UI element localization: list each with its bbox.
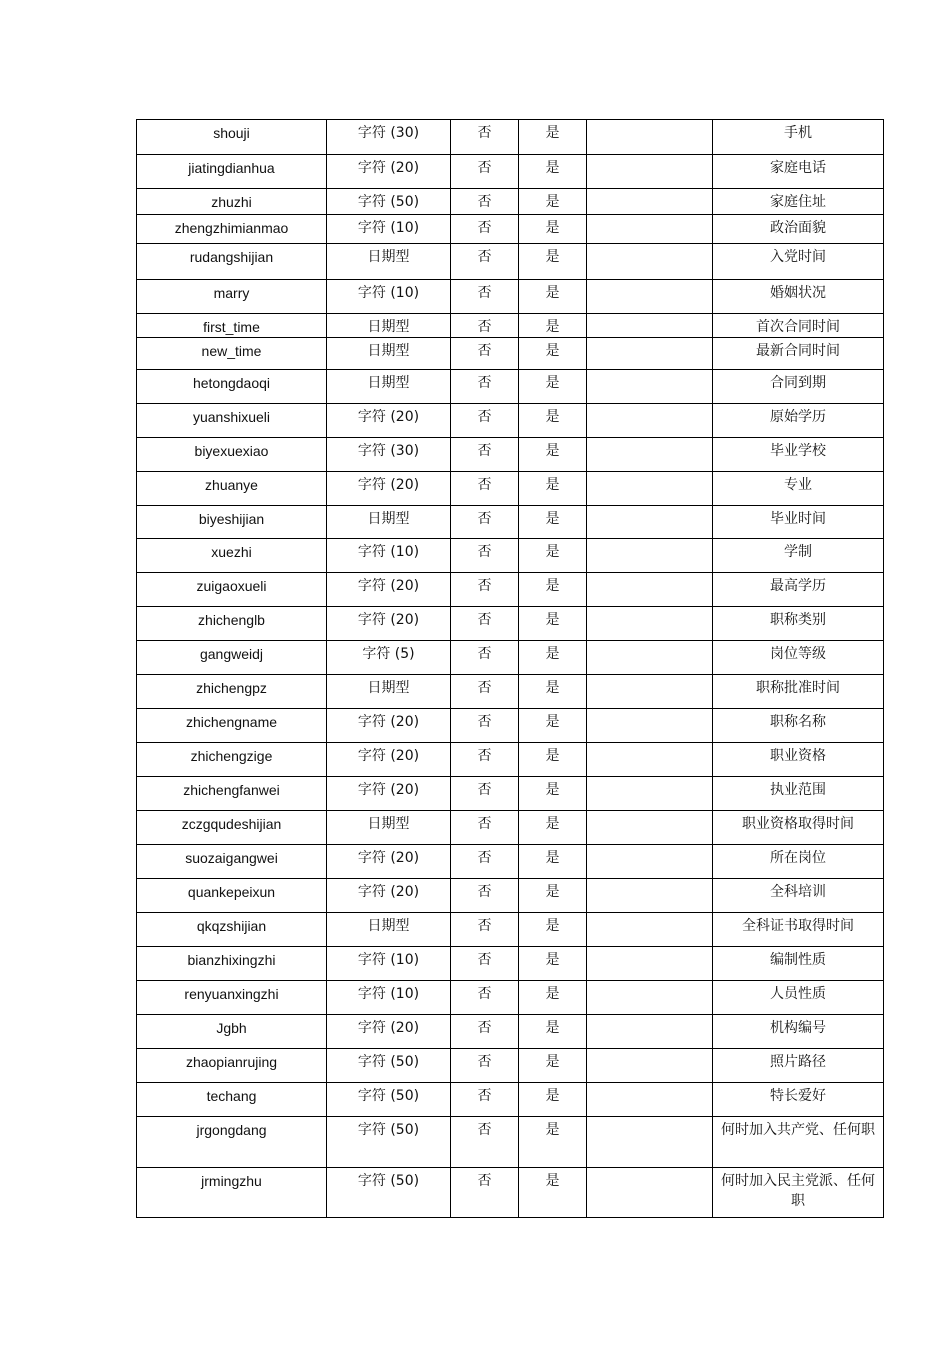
field-name-cell: rudangshijian <box>137 244 327 280</box>
field-flag-cell: 是 <box>519 879 587 913</box>
field-nullable-cell: 否 <box>451 438 519 472</box>
field-default-cell <box>587 709 713 743</box>
field-nullable-cell: 否 <box>451 1117 519 1168</box>
field-flag-cell: 是 <box>519 338 587 370</box>
field-name-cell: jrgongdang <box>137 1117 327 1168</box>
field-name-cell: quankepeixun <box>137 879 327 913</box>
field-default-cell <box>587 777 713 811</box>
field-default-cell <box>587 155 713 189</box>
field-description-cell: 全科培训 <box>713 879 884 913</box>
field-default-cell <box>587 1015 713 1049</box>
table-row <box>137 879 884 913</box>
field-type-cell: 字符 (10) <box>327 280 451 314</box>
field-nullable-cell: 否 <box>451 506 519 539</box>
field-type-cell: 字符 (20) <box>327 607 451 641</box>
field-description-cell: 所在岗位 <box>713 845 884 879</box>
field-nullable-cell: 否 <box>451 280 519 314</box>
field-nullable-cell: 否 <box>451 1015 519 1049</box>
field-nullable-cell: 否 <box>451 120 519 155</box>
field-name-cell: zuigaoxueli <box>137 573 327 607</box>
table-row <box>137 1015 884 1049</box>
field-description-cell: 机构编号 <box>713 1015 884 1049</box>
table-row <box>137 607 884 641</box>
field-flag-cell: 是 <box>519 947 587 981</box>
table-row <box>137 189 884 215</box>
field-type-cell: 字符 (20) <box>327 879 451 913</box>
field-default-cell <box>587 506 713 539</box>
field-default-cell <box>587 1049 713 1083</box>
field-description-cell: 执业范围 <box>713 777 884 811</box>
field-description-cell: 合同到期 <box>713 370 884 404</box>
field-type-cell: 字符 (10) <box>327 981 451 1015</box>
field-default-cell <box>587 215 713 244</box>
field-name-cell: suozaigangwei <box>137 845 327 879</box>
field-nullable-cell: 否 <box>451 1049 519 1083</box>
field-nullable-cell: 否 <box>451 189 519 215</box>
field-default-cell <box>587 913 713 947</box>
field-description-cell: 何时加入民主党派、任何职 <box>713 1168 884 1218</box>
field-flag-cell: 是 <box>519 120 587 155</box>
field-flag-cell: 是 <box>519 189 587 215</box>
field-default-cell <box>587 1117 713 1168</box>
table-row <box>137 573 884 607</box>
field-name-cell: gangweidj <box>137 641 327 675</box>
field-type-cell: 字符 (30) <box>327 120 451 155</box>
field-nullable-cell: 否 <box>451 947 519 981</box>
field-nullable-cell: 否 <box>451 1168 519 1218</box>
field-type-cell: 日期型 <box>327 506 451 539</box>
field-nullable-cell: 否 <box>451 370 519 404</box>
field-default-cell <box>587 879 713 913</box>
field-flag-cell: 是 <box>519 244 587 280</box>
field-default-cell <box>587 743 713 777</box>
field-type-cell: 字符 (50) <box>327 1168 451 1218</box>
field-type-cell: 字符 (20) <box>327 777 451 811</box>
field-name-cell: zhaopianrujing <box>137 1049 327 1083</box>
field-type-cell: 字符 (20) <box>327 743 451 777</box>
field-name-cell: shouji <box>137 120 327 155</box>
table-row <box>137 947 884 981</box>
table-row <box>137 438 884 472</box>
field-nullable-cell: 否 <box>451 709 519 743</box>
table-row <box>137 1049 884 1083</box>
table-row <box>137 1083 884 1117</box>
field-nullable-cell: 否 <box>451 472 519 506</box>
table-row <box>137 404 884 438</box>
table-row <box>137 1117 884 1168</box>
table-row <box>137 777 884 811</box>
table-row <box>137 120 884 155</box>
field-default-cell <box>587 981 713 1015</box>
field-default-cell <box>587 120 713 155</box>
field-nullable-cell: 否 <box>451 338 519 370</box>
table-row <box>137 539 884 573</box>
field-description-cell: 职称批准时间 <box>713 675 884 709</box>
field-type-cell: 日期型 <box>327 913 451 947</box>
field-default-cell <box>587 438 713 472</box>
field-flag-cell: 是 <box>519 811 587 845</box>
field-description-cell: 最新合同时间 <box>713 338 884 370</box>
field-name-cell: zhichengfanwei <box>137 777 327 811</box>
field-flag-cell: 是 <box>519 1049 587 1083</box>
field-flag-cell: 是 <box>519 472 587 506</box>
table-row <box>137 675 884 709</box>
field-flag-cell: 是 <box>519 1117 587 1168</box>
table-row <box>137 641 884 675</box>
field-type-cell: 字符 (20) <box>327 155 451 189</box>
field-default-cell <box>587 573 713 607</box>
field-type-cell: 字符 (5) <box>327 641 451 675</box>
field-description-cell: 编制性质 <box>713 947 884 981</box>
field-default-cell <box>587 641 713 675</box>
field-name-cell: zhichengname <box>137 709 327 743</box>
field-name-cell: renyuanxingzhi <box>137 981 327 1015</box>
field-flag-cell: 是 <box>519 743 587 777</box>
field-type-cell: 日期型 <box>327 811 451 845</box>
table-row <box>137 709 884 743</box>
table-row <box>137 280 884 314</box>
field-flag-cell: 是 <box>519 607 587 641</box>
field-flag-cell: 是 <box>519 913 587 947</box>
field-name-cell: hetongdaoqi <box>137 370 327 404</box>
field-name-cell: zhuzhi <box>137 189 327 215</box>
table-row <box>137 913 884 947</box>
field-description-cell: 特长爱好 <box>713 1083 884 1117</box>
table-row <box>137 472 884 506</box>
field-flag-cell: 是 <box>519 1015 587 1049</box>
field-description-cell: 入党时间 <box>713 244 884 280</box>
field-default-cell <box>587 404 713 438</box>
field-name-cell: new_time <box>137 338 327 370</box>
field-nullable-cell: 否 <box>451 879 519 913</box>
table-row <box>137 370 884 404</box>
table-row <box>137 845 884 879</box>
field-nullable-cell: 否 <box>451 777 519 811</box>
table-body <box>137 120 884 1218</box>
field-default-cell <box>587 370 713 404</box>
field-description-cell: 全科证书取得时间 <box>713 913 884 947</box>
field-name-cell: biyeshijian <box>137 506 327 539</box>
field-nullable-cell: 否 <box>451 539 519 573</box>
field-name-cell: bianzhixingzhi <box>137 947 327 981</box>
table-row <box>137 506 884 539</box>
field-description-cell: 专业 <box>713 472 884 506</box>
field-name-cell: Jgbh <box>137 1015 327 1049</box>
field-default-cell <box>587 280 713 314</box>
field-nullable-cell: 否 <box>451 981 519 1015</box>
field-type-cell: 字符 (20) <box>327 1015 451 1049</box>
field-description-cell: 手机 <box>713 120 884 155</box>
field-description-cell: 最高学历 <box>713 573 884 607</box>
table-row <box>137 314 884 338</box>
field-definition-table <box>136 119 884 1218</box>
field-nullable-cell: 否 <box>451 244 519 280</box>
table-row <box>137 1168 884 1218</box>
field-name-cell: first_time <box>137 314 327 338</box>
field-name-cell: marry <box>137 280 327 314</box>
field-type-cell: 日期型 <box>327 370 451 404</box>
field-name-cell: yuanshixueli <box>137 404 327 438</box>
field-description-cell: 职称名称 <box>713 709 884 743</box>
field-flag-cell: 是 <box>519 404 587 438</box>
field-nullable-cell: 否 <box>451 573 519 607</box>
field-type-cell: 字符 (50) <box>327 1083 451 1117</box>
field-nullable-cell: 否 <box>451 641 519 675</box>
field-nullable-cell: 否 <box>451 913 519 947</box>
field-type-cell: 字符 (20) <box>327 472 451 506</box>
field-type-cell: 字符 (50) <box>327 1117 451 1168</box>
field-default-cell <box>587 472 713 506</box>
field-type-cell: 字符 (20) <box>327 573 451 607</box>
field-name-cell: zhichengpz <box>137 675 327 709</box>
field-name-cell: jrmingzhu <box>137 1168 327 1218</box>
field-flag-cell: 是 <box>519 1083 587 1117</box>
field-type-cell: 日期型 <box>327 338 451 370</box>
field-flag-cell: 是 <box>519 539 587 573</box>
field-flag-cell: 是 <box>519 845 587 879</box>
field-description-cell: 首次合同时间 <box>713 314 884 338</box>
field-default-cell <box>587 607 713 641</box>
field-name-cell: zhichengzige <box>137 743 327 777</box>
field-description-cell: 何时加入共产党、任何职 <box>713 1117 884 1168</box>
field-description-cell: 婚姻状况 <box>713 280 884 314</box>
field-flag-cell: 是 <box>519 506 587 539</box>
field-nullable-cell: 否 <box>451 155 519 189</box>
field-name-cell: zhuanye <box>137 472 327 506</box>
field-nullable-cell: 否 <box>451 743 519 777</box>
field-description-cell: 家庭电话 <box>713 155 884 189</box>
field-default-cell <box>587 845 713 879</box>
field-default-cell <box>587 314 713 338</box>
field-flag-cell: 是 <box>519 155 587 189</box>
field-nullable-cell: 否 <box>451 845 519 879</box>
field-type-cell: 日期型 <box>327 244 451 280</box>
field-description-cell: 职业资格 <box>713 743 884 777</box>
field-flag-cell: 是 <box>519 709 587 743</box>
table-row <box>137 981 884 1015</box>
field-default-cell <box>587 189 713 215</box>
field-description-cell: 政治面貌 <box>713 215 884 244</box>
field-description-cell: 毕业时间 <box>713 506 884 539</box>
field-name-cell: jiatingdianhua <box>137 155 327 189</box>
field-description-cell: 照片路径 <box>713 1049 884 1083</box>
field-flag-cell: 是 <box>519 438 587 472</box>
field-name-cell: techang <box>137 1083 327 1117</box>
field-name-cell: xuezhi <box>137 539 327 573</box>
field-nullable-cell: 否 <box>451 404 519 438</box>
field-type-cell: 字符 (50) <box>327 1049 451 1083</box>
field-nullable-cell: 否 <box>451 314 519 338</box>
table-row <box>137 338 884 370</box>
field-description-cell: 职业资格取得时间 <box>713 811 884 845</box>
field-default-cell <box>587 675 713 709</box>
field-flag-cell: 是 <box>519 573 587 607</box>
field-type-cell: 字符 (10) <box>327 215 451 244</box>
field-name-cell: zhichenglb <box>137 607 327 641</box>
field-nullable-cell: 否 <box>451 607 519 641</box>
field-type-cell: 字符 (20) <box>327 404 451 438</box>
field-default-cell <box>587 811 713 845</box>
field-type-cell: 字符 (10) <box>327 539 451 573</box>
field-nullable-cell: 否 <box>451 675 519 709</box>
field-description-cell: 家庭住址 <box>713 189 884 215</box>
field-type-cell: 字符 (20) <box>327 709 451 743</box>
field-name-cell: biyexuexiao <box>137 438 327 472</box>
field-flag-cell: 是 <box>519 981 587 1015</box>
field-type-cell: 日期型 <box>327 675 451 709</box>
field-type-cell: 日期型 <box>327 314 451 338</box>
field-flag-cell: 是 <box>519 675 587 709</box>
field-flag-cell: 是 <box>519 215 587 244</box>
field-type-cell: 字符 (10) <box>327 947 451 981</box>
field-default-cell <box>587 1083 713 1117</box>
field-type-cell: 字符 (30) <box>327 438 451 472</box>
field-name-cell: zczgqudeshijian <box>137 811 327 845</box>
field-flag-cell: 是 <box>519 1168 587 1218</box>
field-flag-cell: 是 <box>519 314 587 338</box>
field-name-cell: qkqzshijian <box>137 913 327 947</box>
field-description-cell: 学制 <box>713 539 884 573</box>
table-row <box>137 244 884 280</box>
field-description-cell: 原始学历 <box>713 404 884 438</box>
field-default-cell <box>587 244 713 280</box>
field-default-cell <box>587 338 713 370</box>
field-description-cell: 毕业学校 <box>713 438 884 472</box>
field-flag-cell: 是 <box>519 777 587 811</box>
field-default-cell <box>587 947 713 981</box>
field-description-cell: 岗位等级 <box>713 641 884 675</box>
table-row <box>137 811 884 845</box>
field-nullable-cell: 否 <box>451 811 519 845</box>
field-nullable-cell: 否 <box>451 215 519 244</box>
field-default-cell <box>587 1168 713 1218</box>
field-type-cell: 字符 (50) <box>327 189 451 215</box>
field-flag-cell: 是 <box>519 370 587 404</box>
field-name-cell: zhengzhimianmao <box>137 215 327 244</box>
field-description-cell: 人员性质 <box>713 981 884 1015</box>
field-default-cell <box>587 539 713 573</box>
field-description-cell: 职称类别 <box>713 607 884 641</box>
table-row <box>137 743 884 777</box>
field-flag-cell: 是 <box>519 641 587 675</box>
field-type-cell: 字符 (20) <box>327 845 451 879</box>
field-nullable-cell: 否 <box>451 1083 519 1117</box>
field-flag-cell: 是 <box>519 280 587 314</box>
table-row <box>137 155 884 189</box>
table-row <box>137 215 884 244</box>
